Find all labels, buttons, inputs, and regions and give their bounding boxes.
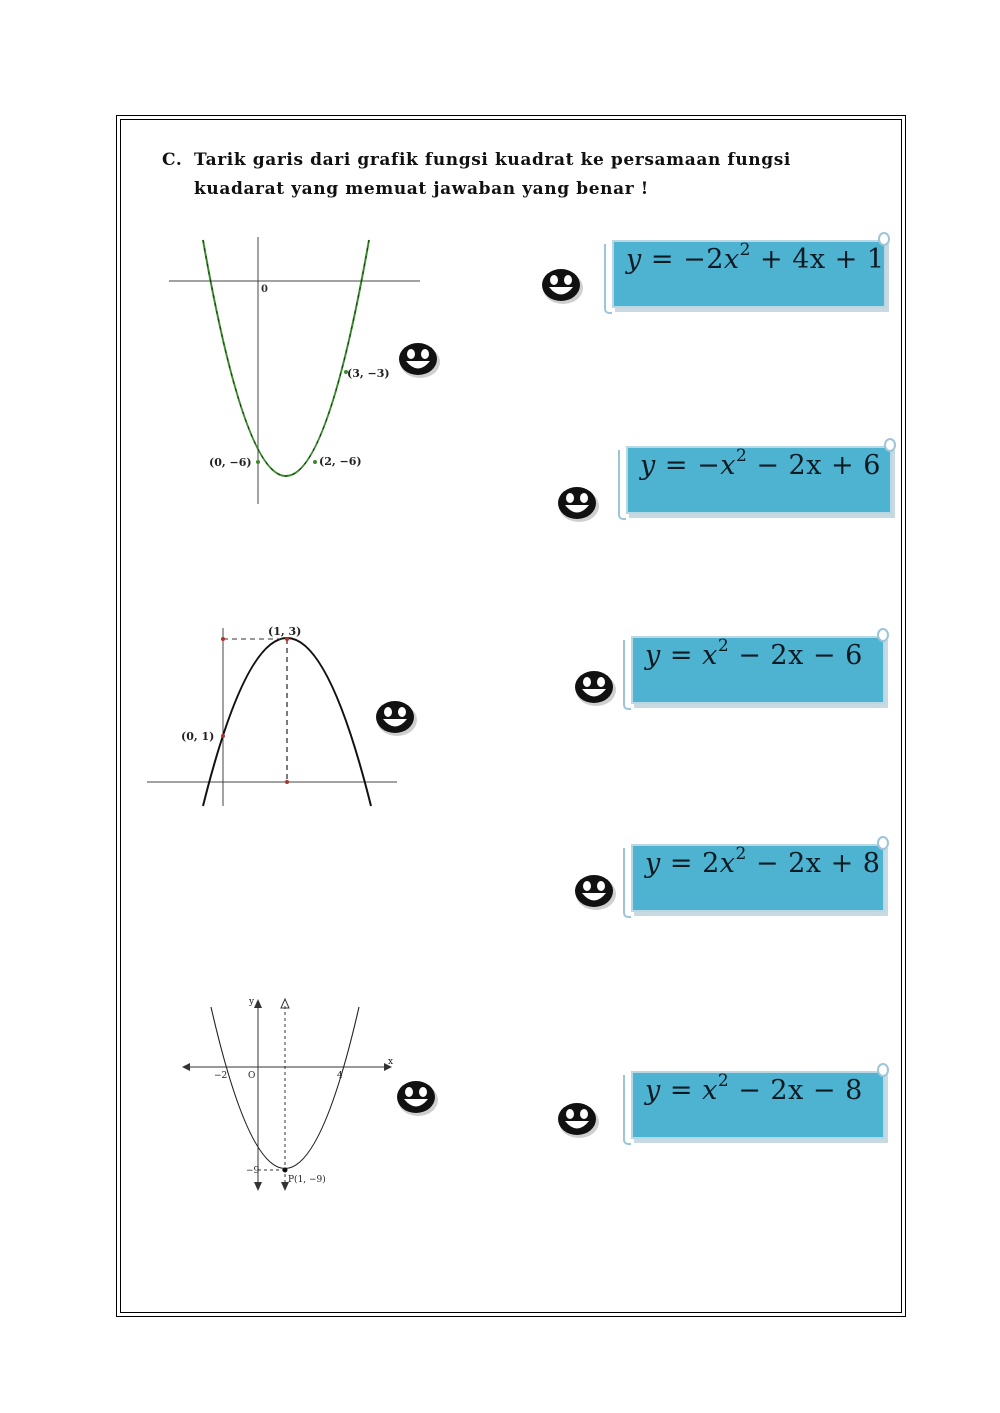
graph-3-x-axis-label: x <box>388 1057 394 1067</box>
smiley-icon[interactable] <box>541 266 585 306</box>
smiley-icon[interactable] <box>574 872 618 912</box>
graph-2-downward-parabola <box>145 620 405 815</box>
equation-2: $y = -x^2 - 2x + 6$ <box>640 446 881 481</box>
graph-1-point-b <box>256 460 260 464</box>
graph-1-curve <box>203 240 369 476</box>
graph-2-point-intercept <box>221 734 225 738</box>
graph-1-point-c <box>313 460 317 464</box>
smiley-icon[interactable] <box>557 484 601 524</box>
graph-3-y-axis-label: y <box>249 997 255 1007</box>
graph-1-point-label-b: (0, −6) <box>209 456 252 469</box>
graph-3-min-label: −9 <box>246 1166 260 1176</box>
instruction-line-1: Tarik garis dari grafik fungsi kuadrat ke persamaan fungsi <box>194 150 791 170</box>
equation-5: $y = x^2 - 2x - 8$ <box>645 1071 863 1106</box>
smiley-icon[interactable] <box>398 340 442 380</box>
graph-3-origin-label: O <box>248 1071 256 1081</box>
graph-1-origin-label: 0 <box>261 284 268 295</box>
graph-2-point-label-vertex: (1, 3) <box>268 625 302 638</box>
graph-1-point-label-a: (3, −3) <box>347 367 390 380</box>
graph-2-point-label-intercept: (0, 1) <box>181 730 215 743</box>
instruction-text <box>162 146 832 204</box>
graph-3-y-arrow-down <box>254 1182 262 1191</box>
graph-3-parabola-roots <box>178 992 398 1192</box>
graph-3-root-left: −2 <box>214 1071 228 1081</box>
equation-box-4[interactable] <box>619 836 889 922</box>
graph-3-x-arrow-left <box>182 1063 190 1071</box>
graph-2-point-foot <box>285 780 289 784</box>
graph-1-upward-parabola <box>165 232 425 512</box>
equation-box-1[interactable] <box>600 232 890 318</box>
graph-3-vertex-label: P(1, −9) <box>288 1175 326 1185</box>
question-number: C. <box>162 150 183 170</box>
graph-3-y-arrow-up <box>254 999 262 1008</box>
smiley-icon[interactable] <box>396 1078 440 1118</box>
smiley-icon[interactable] <box>375 698 419 738</box>
smiley-icon[interactable] <box>574 668 618 708</box>
graph-3-vertex-point <box>283 1168 288 1173</box>
equation-1: $y = -2x^2 + 4x + 1$ <box>626 240 885 275</box>
equation-3: $y = x^2 - 2x - 6$ <box>645 636 863 671</box>
equation-4: $y = 2x^2 - 2x + 8$ <box>645 844 881 879</box>
graph-3-root-right: 4 <box>337 1071 343 1081</box>
equation-box-3[interactable] <box>619 628 889 714</box>
instruction-line-2: kuadarat yang memuat jawaban yang benar ! <box>194 179 649 199</box>
graph-1-point-label-c: (2, −6) <box>319 455 362 468</box>
graph-2-point-y-axis <box>221 637 225 641</box>
smiley-icon[interactable] <box>557 1100 601 1140</box>
equation-box-2[interactable] <box>614 438 896 524</box>
equation-box-5[interactable] <box>619 1063 889 1149</box>
